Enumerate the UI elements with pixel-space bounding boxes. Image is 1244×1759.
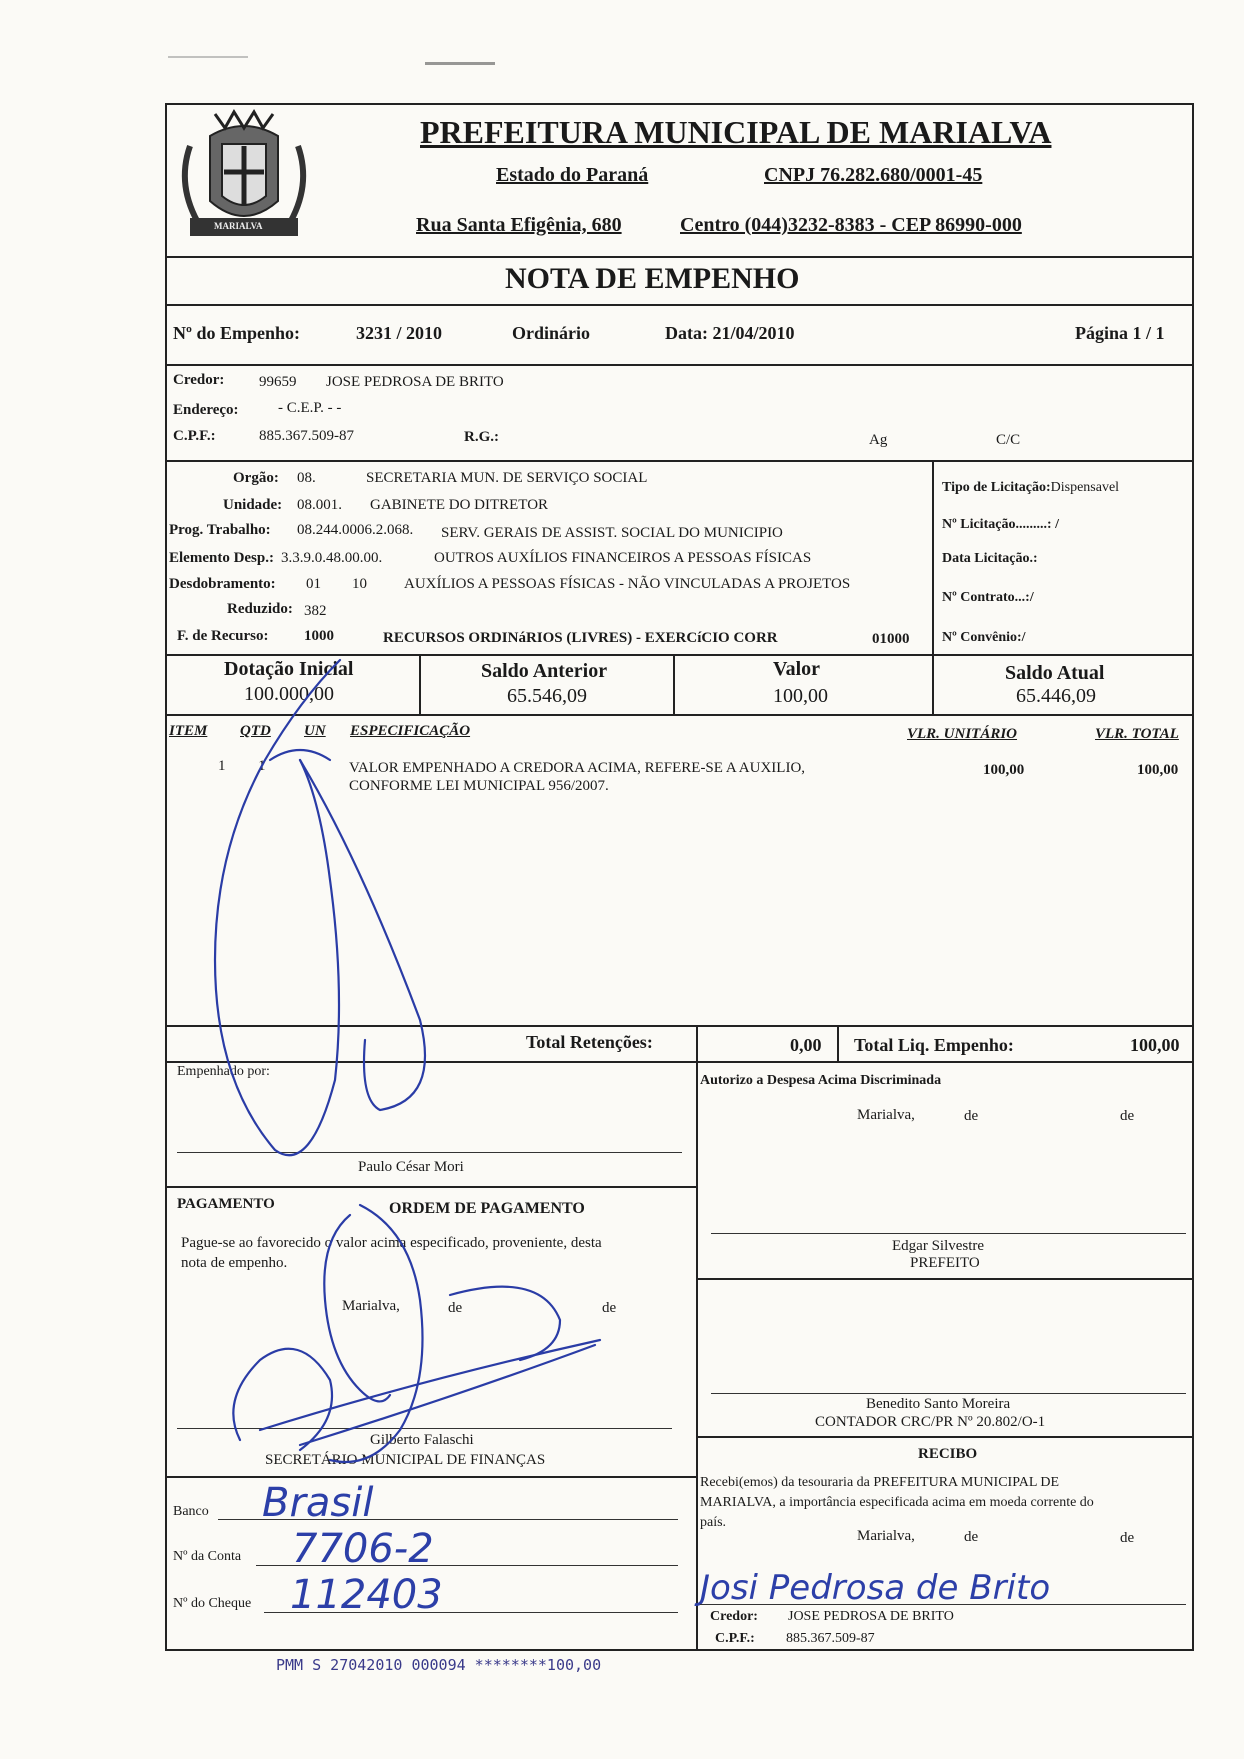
cnpj: CNPJ 76.282.680/0001-45 (764, 164, 983, 186)
coat-of-arms-label: MARIALVA (214, 221, 263, 231)
recibo-title: RECIBO (918, 1446, 978, 1462)
tipo-licitacao-label: Tipo de Licitação:Dispensavel (942, 480, 1120, 495)
payment-stamp: PMM S 27042010 000094 ********100,00 (276, 1656, 602, 1674)
col-un: UN (304, 723, 326, 739)
desdobramento-label: Desdobramento: (169, 576, 276, 592)
recibo-text-line1: Recebi(emos) da tesouraria da PREFEITURA MUNICIPAL DE (700, 1475, 1060, 1490)
recibo-text-line2: MARIALVA, a importância especificada acima em moeda corrente do (700, 1495, 1094, 1510)
orgao-name: SECRETARIA MUN. DE SERVIÇO SOCIAL (366, 470, 648, 486)
item-spec-line1: VALOR EMPENHADO A CREDORA ACIMA, REFERE-SE A AUXILIO, (349, 760, 806, 776)
recibo-cpf-label: C.P.F.: (715, 1631, 755, 1646)
numero-convenio: Nº Convênio:/ (942, 630, 1026, 645)
autorizo-label: Autorizo a Despesa Acima Discriminada (700, 1073, 942, 1088)
valor-value: 100,00 (773, 685, 828, 707)
recibo-cpf-value: 885.367.509-87 (786, 1631, 875, 1646)
col-qtd: QTD (240, 723, 271, 739)
recibo-place: Marialva, (857, 1528, 915, 1544)
autorizo-place: Marialva, (857, 1107, 915, 1123)
pagamento-de2: de (602, 1300, 617, 1316)
empenhado-name: Paulo César Mori (358, 1159, 464, 1175)
unidade-label: Unidade: (223, 497, 283, 513)
dotacao-label: Dotação Inicial (224, 658, 354, 680)
saldo-atual-label: Saldo Atual (1005, 662, 1105, 684)
col-vlr-unitario: VLR. UNITÁRIO (907, 726, 1018, 742)
col-vlr-total: VLR. TOTAL (1095, 726, 1179, 742)
contador-name: Benedito Santo Moreira (866, 1396, 1011, 1412)
doc-title: NOTA DE EMPENHO (505, 262, 800, 295)
conta-label: Nº da Conta (173, 1549, 242, 1564)
pagamento-place: Marialva, (342, 1298, 400, 1314)
recibo-de2: de (1120, 1530, 1135, 1546)
ag-label: Ag (869, 432, 888, 448)
empenhado-label: Empenhado por: (177, 1064, 270, 1079)
item-total-value: 100,00 (1137, 762, 1179, 778)
item-spec-line2: CONFORME LEI MUNICIPAL 956/2007. (349, 778, 609, 794)
item-qtd: 1 (258, 758, 266, 774)
autorizo-de1: de (964, 1108, 979, 1124)
item-unit-value: 100,00 (983, 762, 1025, 778)
recibo-credor-name: JOSE PEDROSA DE BRITO (788, 1609, 954, 1624)
orgao-code: 08. (297, 470, 316, 486)
saldo-atual-value: 65.446,09 (1016, 685, 1096, 707)
ordem-pagamento-label: ORDEM DE PAGAMENTO (389, 1200, 585, 1217)
address: Rua Santa Efigênia, 680 (416, 214, 622, 236)
recibo-credor-label: Credor: (710, 1609, 758, 1624)
endereco-label: Endereço: (173, 402, 239, 418)
empenho-date: Data: 21/04/2010 (665, 323, 795, 343)
cpf-value: 885.367.509-87 (259, 428, 354, 444)
dotacao-value: 100.000,00 (244, 683, 334, 705)
credor-code: 99659 (259, 374, 297, 390)
pagamento-label: PAGAMENTO (177, 1196, 275, 1212)
banco-label: Banco (173, 1504, 209, 1519)
prog-name: SERV. GERAIS DE ASSIST. SOCIAL DO MUNICIPIO (441, 525, 783, 541)
elemento-code: 3.3.9.0.48.00.00. (281, 550, 383, 566)
state-name: Estado do Paraná (496, 164, 649, 186)
valor-label: Valor (773, 658, 821, 680)
item-number: 1 (218, 758, 226, 774)
unidade-code: 08.001. (297, 497, 342, 513)
reduzido-value: 382 (304, 603, 327, 619)
rg-label: R.G.: (464, 429, 499, 445)
pagamento-de1: de (448, 1300, 463, 1316)
cc-label: C/C (996, 432, 1021, 448)
credor-name: JOSE PEDROSA DE BRITO (326, 374, 504, 390)
empenho-type: Ordinário (512, 323, 591, 343)
pagamento-text-line1: Pague-se ao favorecido o valor acima especificado, proveniente, desta (181, 1235, 602, 1251)
saldo-anterior-value: 65.546,09 (507, 685, 587, 707)
recurso-name: RECURSOS ORDINáRIOS (LIVRES) - EXERCíCIO CORR (383, 630, 778, 646)
numero-licitacao: Nº Licitação.........: / (942, 517, 1059, 532)
unidade-name: GABINETE DO DITRETOR (370, 497, 549, 513)
numero-contrato: Nº Contrato...:/ (942, 590, 1034, 605)
prefeito-name: Edgar Silvestre (892, 1238, 985, 1254)
cpf-label: C.P.F.: (173, 428, 216, 444)
col-especificacao: ESPECIFICAÇÃO (350, 723, 471, 739)
cheque-handwritten: 112403 (290, 1572, 443, 1618)
credor-signature: Josi Pedrosa de Brito (700, 1568, 1051, 1608)
retencoes-value: 0,00 (790, 1035, 822, 1055)
orgao-label: Orgão: (233, 470, 279, 486)
col-item: ITEM (169, 723, 208, 739)
conta-handwritten: 7706-2 (292, 1526, 434, 1572)
recurso-code: 1000 (304, 628, 334, 644)
empenho-number-label: Nº do Empenho: (173, 323, 300, 343)
elemento-label: Elemento Desp.: (169, 550, 274, 566)
recibo-text-line3: país. (700, 1515, 727, 1530)
pagamento-text-line2: nota de empenho. (181, 1255, 288, 1271)
prog-label: Prog. Trabalho: (169, 522, 271, 538)
liquido-label: Total Liq. Empenho: (854, 1035, 1014, 1055)
endereco-value: - C.E.P. - - (278, 400, 342, 416)
secretario-role: SECRETÁRIO MUNICIPAL DE FINANÇAS (265, 1452, 546, 1468)
liquido-value: 100,00 (1130, 1035, 1180, 1055)
credor-label: Credor: (173, 372, 225, 388)
empenho-number: 3231 / 2010 (356, 323, 443, 343)
municipality-title: PREFEITURA MUNICIPAL DE MARIALVA (420, 114, 1052, 150)
page-number: Página 1 / 1 (1075, 323, 1165, 343)
autorizo-de2: de (1120, 1108, 1135, 1124)
desdobramento-code: 01 (306, 576, 321, 592)
desdobramento-sub: 10 (352, 576, 367, 592)
desdobramento-name: AUXÍLIOS A PESSOAS FÍSICAS - NÃO VINCULADAS A PROJETOS (404, 576, 851, 592)
data-licitacao: Data Licitação.: (942, 551, 1038, 566)
district-phone: Centro (044)3232-8383 - CEP 86990-000 (680, 214, 1022, 236)
cheque-label: Nº do Cheque (173, 1596, 252, 1611)
contador-role: CONTADOR CRC/PR Nº 20.802/O-1 (815, 1414, 1046, 1430)
recurso-label: F. de Recurso: (177, 628, 269, 644)
saldo-anterior-label: Saldo Anterior (481, 660, 608, 682)
secretario-name: Gilberto Falaschi (370, 1432, 474, 1448)
reduzido-label: Reduzido: (227, 601, 293, 617)
elemento-name: OUTROS AUXÍLIOS FINANCEIROS A PESSOAS FÍSICAS (434, 550, 812, 566)
prefeito-role: PREFEITO (910, 1255, 980, 1271)
scan-mark (168, 56, 248, 58)
retencoes-label: Total Retenções: (526, 1032, 653, 1052)
recurso-number: 01000 (872, 631, 910, 647)
scan-mark (425, 62, 495, 65)
banco-handwritten: Brasil (262, 1480, 374, 1526)
recibo-de1: de (964, 1529, 979, 1545)
prog-code: 08.244.0006.2.068. (297, 522, 414, 538)
